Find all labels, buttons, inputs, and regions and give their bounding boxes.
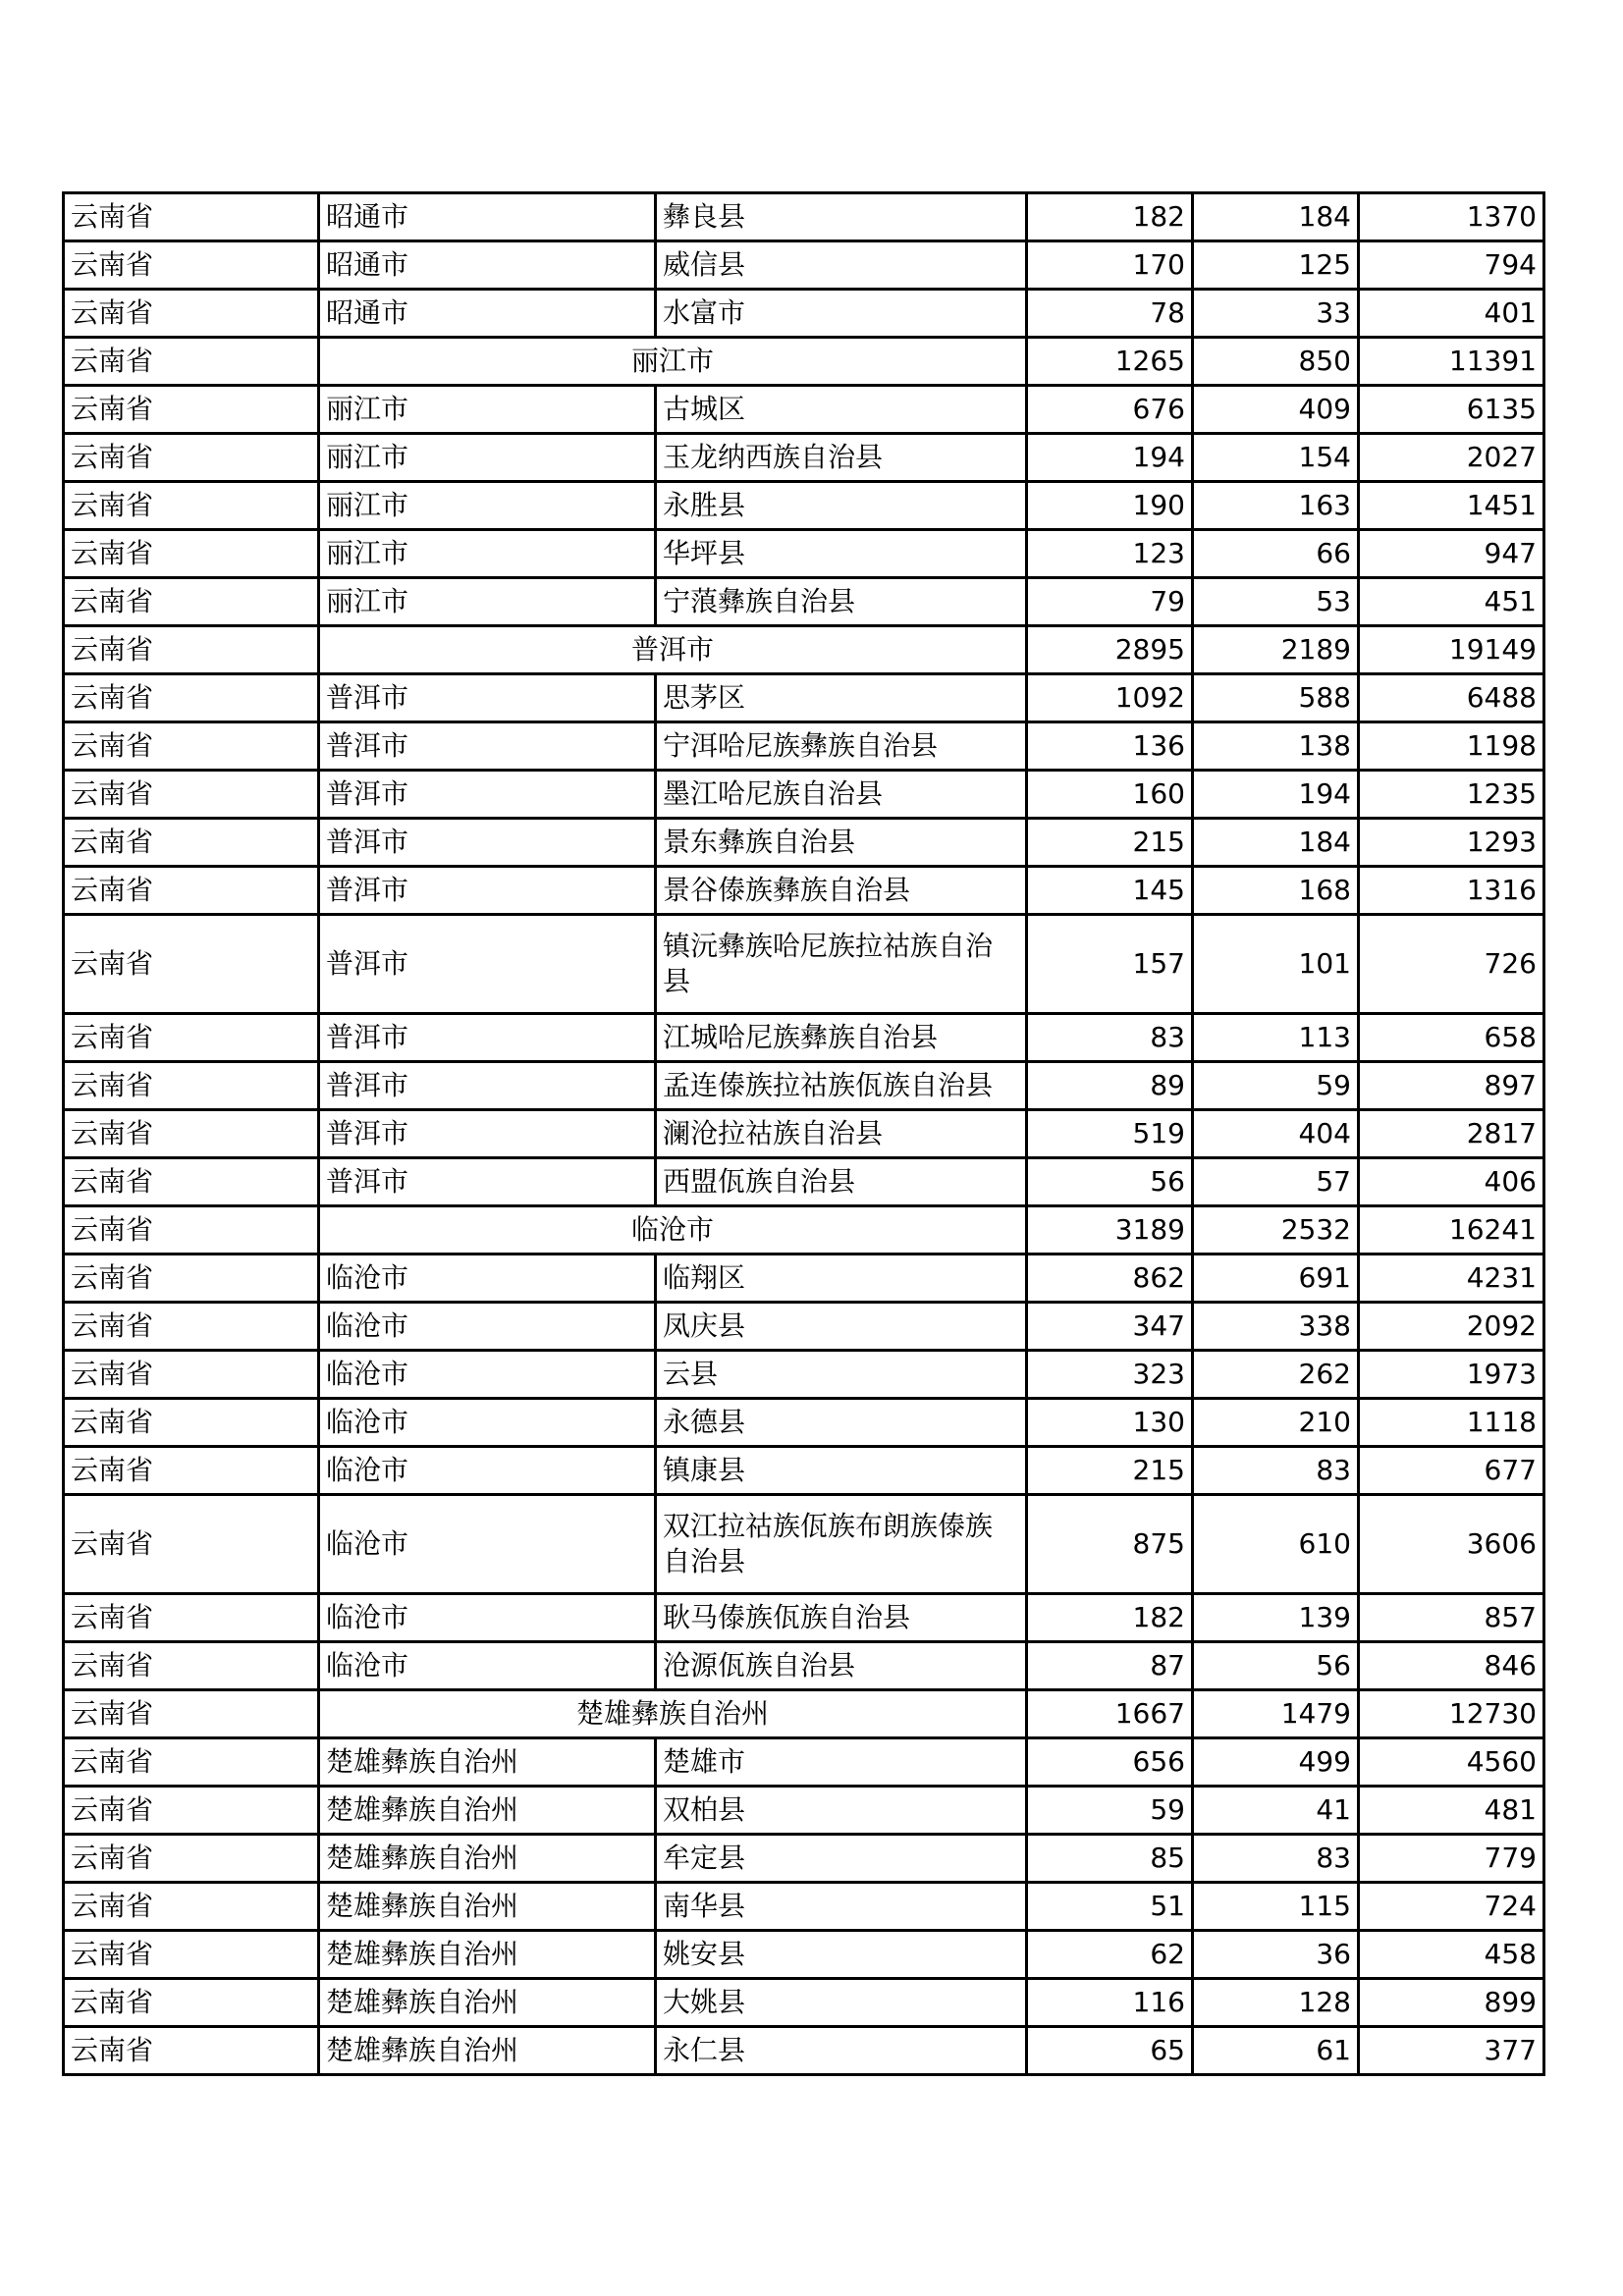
value-cell-2: 138: [1193, 722, 1359, 771]
city-cell: 楚雄彝族自治州: [319, 1835, 656, 1883]
table-row: [64, 1883, 1544, 1931]
table-row: [64, 1303, 1544, 1351]
county-cell: 永仁县: [656, 2027, 1027, 2075]
city-cell: 楚雄彝族自治州: [319, 1979, 656, 2027]
province-cell: 云南省: [64, 1642, 319, 1690]
table-row: [64, 530, 1544, 578]
value-cell-1: 190: [1027, 482, 1193, 530]
table-row: [64, 1642, 1544, 1690]
table-row: [64, 386, 1544, 434]
value-cell-3: 4231: [1359, 1255, 1544, 1303]
value-cell-1: 51: [1027, 1883, 1193, 1931]
table-row: [64, 1447, 1544, 1495]
city-cell: 昭通市: [319, 241, 656, 290]
value-cell-1: 79: [1027, 578, 1193, 626]
value-cell-1: 347: [1027, 1303, 1193, 1351]
value-cell-2: 409: [1193, 386, 1359, 434]
value-cell-1: 157: [1027, 915, 1193, 1014]
value-cell-3: 1235: [1359, 771, 1544, 819]
value-cell-3: 16241: [1359, 1206, 1544, 1255]
value-cell-3: 658: [1359, 1014, 1544, 1062]
value-cell-3: 6488: [1359, 674, 1544, 722]
value-cell-2: 210: [1193, 1399, 1359, 1447]
city-cell: 普洱市: [319, 819, 656, 867]
city-cell: 楚雄彝族自治州: [319, 1738, 656, 1787]
value-cell-1: 78: [1027, 290, 1193, 338]
value-cell-3: 1451: [1359, 482, 1544, 530]
value-cell-2: 41: [1193, 1787, 1359, 1835]
value-cell-2: 101: [1193, 915, 1359, 1014]
province-cell: 云南省: [64, 1495, 319, 1594]
city-cell: 丽江市: [319, 386, 656, 434]
value-cell-1: 136: [1027, 722, 1193, 771]
city-cell: 临沧市: [319, 1351, 656, 1399]
value-cell-3: 451: [1359, 578, 1544, 626]
table-row: [64, 193, 1544, 241]
city-cell: 临沧市: [319, 1594, 656, 1642]
value-cell-2: 691: [1193, 1255, 1359, 1303]
value-cell-2: 499: [1193, 1738, 1359, 1787]
value-cell-1: 65: [1027, 2027, 1193, 2075]
value-cell-1: 182: [1027, 193, 1193, 241]
value-cell-3: 11391: [1359, 338, 1544, 386]
county-cell: 永胜县: [656, 482, 1027, 530]
province-cell: 云南省: [64, 1690, 319, 1738]
value-cell-3: 846: [1359, 1642, 1544, 1690]
value-cell-2: 168: [1193, 867, 1359, 915]
city-cell: 普洱市: [319, 722, 656, 771]
county-cell: 沧源佤族自治县: [656, 1642, 1027, 1690]
statistics-table: [62, 191, 1545, 2076]
value-cell-1: 83: [1027, 1014, 1193, 1062]
value-cell-1: 170: [1027, 241, 1193, 290]
region-subtotal-cell: 丽江市: [319, 338, 1027, 386]
value-cell-1: 215: [1027, 819, 1193, 867]
county-cell: 凤庆县: [656, 1303, 1027, 1351]
value-cell-3: 857: [1359, 1594, 1544, 1642]
county-cell: 思茅区: [656, 674, 1027, 722]
city-cell: 临沧市: [319, 1495, 656, 1594]
province-cell: 云南省: [64, 578, 319, 626]
table-row: [64, 1399, 1544, 1447]
table-row: [64, 482, 1544, 530]
table-row: [64, 1062, 1544, 1110]
county-cell: 彝良县: [656, 193, 1027, 241]
value-cell-2: 33: [1193, 290, 1359, 338]
value-cell-2: 36: [1193, 1931, 1359, 1979]
value-cell-1: 160: [1027, 771, 1193, 819]
value-cell-3: 2817: [1359, 1110, 1544, 1158]
value-cell-3: 1198: [1359, 722, 1544, 771]
county-cell: 大姚县: [656, 1979, 1027, 2027]
value-cell-3: 1316: [1359, 867, 1544, 915]
city-cell: 普洱市: [319, 1014, 656, 1062]
value-cell-3: 899: [1359, 1979, 1544, 2027]
value-cell-3: 458: [1359, 1931, 1544, 1979]
city-cell: 普洱市: [319, 674, 656, 722]
value-cell-2: 404: [1193, 1110, 1359, 1158]
table-row: [64, 1979, 1544, 2027]
county-cell: 镇沅彝族哈尼族拉祜族自治县: [656, 915, 1027, 1014]
value-cell-2: 83: [1193, 1447, 1359, 1495]
value-cell-1: 62: [1027, 1931, 1193, 1979]
province-cell: 云南省: [64, 1206, 319, 1255]
table-row: [64, 674, 1544, 722]
value-cell-1: 116: [1027, 1979, 1193, 2027]
table-row: [64, 1255, 1544, 1303]
county-cell: 宁蒗彝族自治县: [656, 578, 1027, 626]
city-cell: 丽江市: [319, 482, 656, 530]
county-cell: 永德县: [656, 1399, 1027, 1447]
province-cell: 云南省: [64, 771, 319, 819]
value-cell-1: 676: [1027, 386, 1193, 434]
region-subtotal-cell: 普洱市: [319, 626, 1027, 674]
county-cell: 楚雄市: [656, 1738, 1027, 1787]
value-cell-2: 2189: [1193, 626, 1359, 674]
table-row: [64, 819, 1544, 867]
table-row: [64, 1738, 1544, 1787]
province-cell: 云南省: [64, 338, 319, 386]
value-cell-1: 3189: [1027, 1206, 1193, 1255]
value-cell-1: 323: [1027, 1351, 1193, 1399]
value-cell-2: 2532: [1193, 1206, 1359, 1255]
county-cell: 古城区: [656, 386, 1027, 434]
value-cell-1: 875: [1027, 1495, 1193, 1594]
county-cell: 景谷傣族彝族自治县: [656, 867, 1027, 915]
value-cell-2: 66: [1193, 530, 1359, 578]
province-cell: 云南省: [64, 626, 319, 674]
county-cell: 南华县: [656, 1883, 1027, 1931]
county-cell: 景东彝族自治县: [656, 819, 1027, 867]
value-cell-2: 113: [1193, 1014, 1359, 1062]
province-cell: 云南省: [64, 1738, 319, 1787]
county-cell: 江城哈尼族彝族自治县: [656, 1014, 1027, 1062]
city-cell: 楚雄彝族自治州: [319, 1931, 656, 1979]
county-cell: 双江拉祜族佤族布朗族傣族自治县: [656, 1495, 1027, 1594]
subtotal-row: [64, 1206, 1544, 1255]
city-cell: 临沧市: [319, 1303, 656, 1351]
county-cell: 澜沧拉祜族自治县: [656, 1110, 1027, 1158]
value-cell-2: 128: [1193, 1979, 1359, 2027]
county-cell: 宁洱哈尼族彝族自治县: [656, 722, 1027, 771]
value-cell-1: 1092: [1027, 674, 1193, 722]
province-cell: 云南省: [64, 482, 319, 530]
value-cell-1: 2895: [1027, 626, 1193, 674]
value-cell-2: 610: [1193, 1495, 1359, 1594]
value-cell-3: 1370: [1359, 193, 1544, 241]
value-cell-3: 19149: [1359, 626, 1544, 674]
table-row: [64, 241, 1544, 290]
value-cell-3: 724: [1359, 1883, 1544, 1931]
value-cell-1: 56: [1027, 1158, 1193, 1206]
value-cell-3: 1118: [1359, 1399, 1544, 1447]
value-cell-3: 377: [1359, 2027, 1544, 2075]
value-cell-3: 677: [1359, 1447, 1544, 1495]
city-cell: 楚雄彝族自治州: [319, 1883, 656, 1931]
county-cell: 墨江哈尼族自治县: [656, 771, 1027, 819]
value-cell-2: 184: [1193, 819, 1359, 867]
value-cell-2: 163: [1193, 482, 1359, 530]
county-cell: 水富市: [656, 290, 1027, 338]
table-row: [64, 290, 1544, 338]
value-cell-3: 481: [1359, 1787, 1544, 1835]
table-row: [64, 1787, 1544, 1835]
county-cell: 西盟佤族自治县: [656, 1158, 1027, 1206]
table-row: [64, 1110, 1544, 1158]
value-cell-2: 262: [1193, 1351, 1359, 1399]
province-cell: 云南省: [64, 1158, 319, 1206]
city-cell: 普洱市: [319, 867, 656, 915]
value-cell-2: 338: [1193, 1303, 1359, 1351]
subtotal-row: [64, 626, 1544, 674]
city-cell: 普洱市: [319, 1062, 656, 1110]
county-cell: 双柏县: [656, 1787, 1027, 1835]
value-cell-3: 947: [1359, 530, 1544, 578]
value-cell-3: 1293: [1359, 819, 1544, 867]
value-cell-1: 59: [1027, 1787, 1193, 1835]
city-cell: 普洱市: [319, 915, 656, 1014]
province-cell: 云南省: [64, 1255, 319, 1303]
value-cell-2: 57: [1193, 1158, 1359, 1206]
province-cell: 云南省: [64, 1062, 319, 1110]
table-row: [64, 915, 1544, 1014]
value-cell-2: 53: [1193, 578, 1359, 626]
county-cell: 牟定县: [656, 1835, 1027, 1883]
province-cell: 云南省: [64, 1835, 319, 1883]
subtotal-row: [64, 1690, 1544, 1738]
value-cell-1: 89: [1027, 1062, 1193, 1110]
value-cell-3: 4560: [1359, 1738, 1544, 1787]
province-cell: 云南省: [64, 1594, 319, 1642]
county-cell: 耿马傣族佤族自治县: [656, 1594, 1027, 1642]
county-cell: 姚安县: [656, 1931, 1027, 1979]
city-cell: 楚雄彝族自治州: [319, 2027, 656, 2075]
city-cell: 临沧市: [319, 1399, 656, 1447]
province-cell: 云南省: [64, 674, 319, 722]
value-cell-3: 726: [1359, 915, 1544, 1014]
value-cell-3: 897: [1359, 1062, 1544, 1110]
province-cell: 云南省: [64, 1787, 319, 1835]
value-cell-3: 779: [1359, 1835, 1544, 1883]
value-cell-1: 145: [1027, 867, 1193, 915]
value-cell-1: 87: [1027, 1642, 1193, 1690]
province-cell: 云南省: [64, 1931, 319, 1979]
city-cell: 临沧市: [319, 1447, 656, 1495]
table-row: [64, 2027, 1544, 2075]
city-cell: 普洱市: [319, 1158, 656, 1206]
value-cell-1: 656: [1027, 1738, 1193, 1787]
value-cell-2: 588: [1193, 674, 1359, 722]
county-cell: 镇康县: [656, 1447, 1027, 1495]
province-cell: 云南省: [64, 2027, 319, 2075]
city-cell: 昭通市: [319, 290, 656, 338]
value-cell-3: 406: [1359, 1158, 1544, 1206]
value-cell-2: 1479: [1193, 1690, 1359, 1738]
province-cell: 云南省: [64, 1399, 319, 1447]
value-cell-2: 194: [1193, 771, 1359, 819]
table-row: [64, 1931, 1544, 1979]
province-cell: 云南省: [64, 530, 319, 578]
city-cell: 昭通市: [319, 193, 656, 241]
province-cell: 云南省: [64, 867, 319, 915]
province-cell: 云南省: [64, 819, 319, 867]
value-cell-1: 862: [1027, 1255, 1193, 1303]
province-cell: 云南省: [64, 722, 319, 771]
province-cell: 云南省: [64, 1883, 319, 1931]
table-row: [64, 1351, 1544, 1399]
county-cell: 临翔区: [656, 1255, 1027, 1303]
city-cell: 丽江市: [319, 578, 656, 626]
county-cell: 威信县: [656, 241, 1027, 290]
province-cell: 云南省: [64, 434, 319, 482]
value-cell-1: 123: [1027, 530, 1193, 578]
city-cell: 普洱市: [319, 771, 656, 819]
province-cell: 云南省: [64, 193, 319, 241]
value-cell-3: 6135: [1359, 386, 1544, 434]
subtotal-row: [64, 338, 1544, 386]
value-cell-3: 3606: [1359, 1495, 1544, 1594]
value-cell-1: 85: [1027, 1835, 1193, 1883]
city-cell: 楚雄彝族自治州: [319, 1787, 656, 1835]
city-cell: 临沧市: [319, 1255, 656, 1303]
value-cell-3: 794: [1359, 241, 1544, 290]
region-subtotal-cell: 临沧市: [319, 1206, 1027, 1255]
value-cell-2: 61: [1193, 2027, 1359, 2075]
province-cell: 云南省: [64, 1979, 319, 2027]
table-row: [64, 1014, 1544, 1062]
city-cell: 普洱市: [319, 1110, 656, 1158]
value-cell-1: 1265: [1027, 338, 1193, 386]
table-row: [64, 434, 1544, 482]
table-row: [64, 722, 1544, 771]
value-cell-2: 154: [1193, 434, 1359, 482]
table-row: [64, 1495, 1544, 1594]
value-cell-3: 2027: [1359, 434, 1544, 482]
province-cell: 云南省: [64, 1351, 319, 1399]
region-subtotal-cell: 楚雄彝族自治州: [319, 1690, 1027, 1738]
value-cell-1: 130: [1027, 1399, 1193, 1447]
value-cell-2: 115: [1193, 1883, 1359, 1931]
county-cell: 孟连傣族拉祜族佤族自治县: [656, 1062, 1027, 1110]
province-cell: 云南省: [64, 1303, 319, 1351]
city-cell: 丽江市: [319, 434, 656, 482]
table-body: [64, 193, 1544, 2075]
value-cell-3: 12730: [1359, 1690, 1544, 1738]
province-cell: 云南省: [64, 1110, 319, 1158]
table-row: [64, 578, 1544, 626]
province-cell: 云南省: [64, 915, 319, 1014]
value-cell-3: 2092: [1359, 1303, 1544, 1351]
value-cell-1: 194: [1027, 434, 1193, 482]
value-cell-3: 401: [1359, 290, 1544, 338]
value-cell-2: 83: [1193, 1835, 1359, 1883]
table-row: [64, 867, 1544, 915]
value-cell-1: 519: [1027, 1110, 1193, 1158]
province-cell: 云南省: [64, 1447, 319, 1495]
value-cell-1: 1667: [1027, 1690, 1193, 1738]
county-cell: 云县: [656, 1351, 1027, 1399]
county-cell: 华坪县: [656, 530, 1027, 578]
province-cell: 云南省: [64, 386, 319, 434]
table-row: [64, 1594, 1544, 1642]
county-cell: 玉龙纳西族自治县: [656, 434, 1027, 482]
value-cell-3: 1973: [1359, 1351, 1544, 1399]
value-cell-1: 215: [1027, 1447, 1193, 1495]
province-cell: 云南省: [64, 241, 319, 290]
city-cell: 丽江市: [319, 530, 656, 578]
value-cell-2: 125: [1193, 241, 1359, 290]
table-row: [64, 771, 1544, 819]
value-cell-2: 850: [1193, 338, 1359, 386]
value-cell-2: 56: [1193, 1642, 1359, 1690]
value-cell-1: 182: [1027, 1594, 1193, 1642]
value-cell-2: 184: [1193, 193, 1359, 241]
value-cell-2: 139: [1193, 1594, 1359, 1642]
value-cell-2: 59: [1193, 1062, 1359, 1110]
table-row: [64, 1835, 1544, 1883]
province-cell: 云南省: [64, 290, 319, 338]
province-cell: 云南省: [64, 1014, 319, 1062]
table-row: [64, 1158, 1544, 1206]
city-cell: 临沧市: [319, 1642, 656, 1690]
